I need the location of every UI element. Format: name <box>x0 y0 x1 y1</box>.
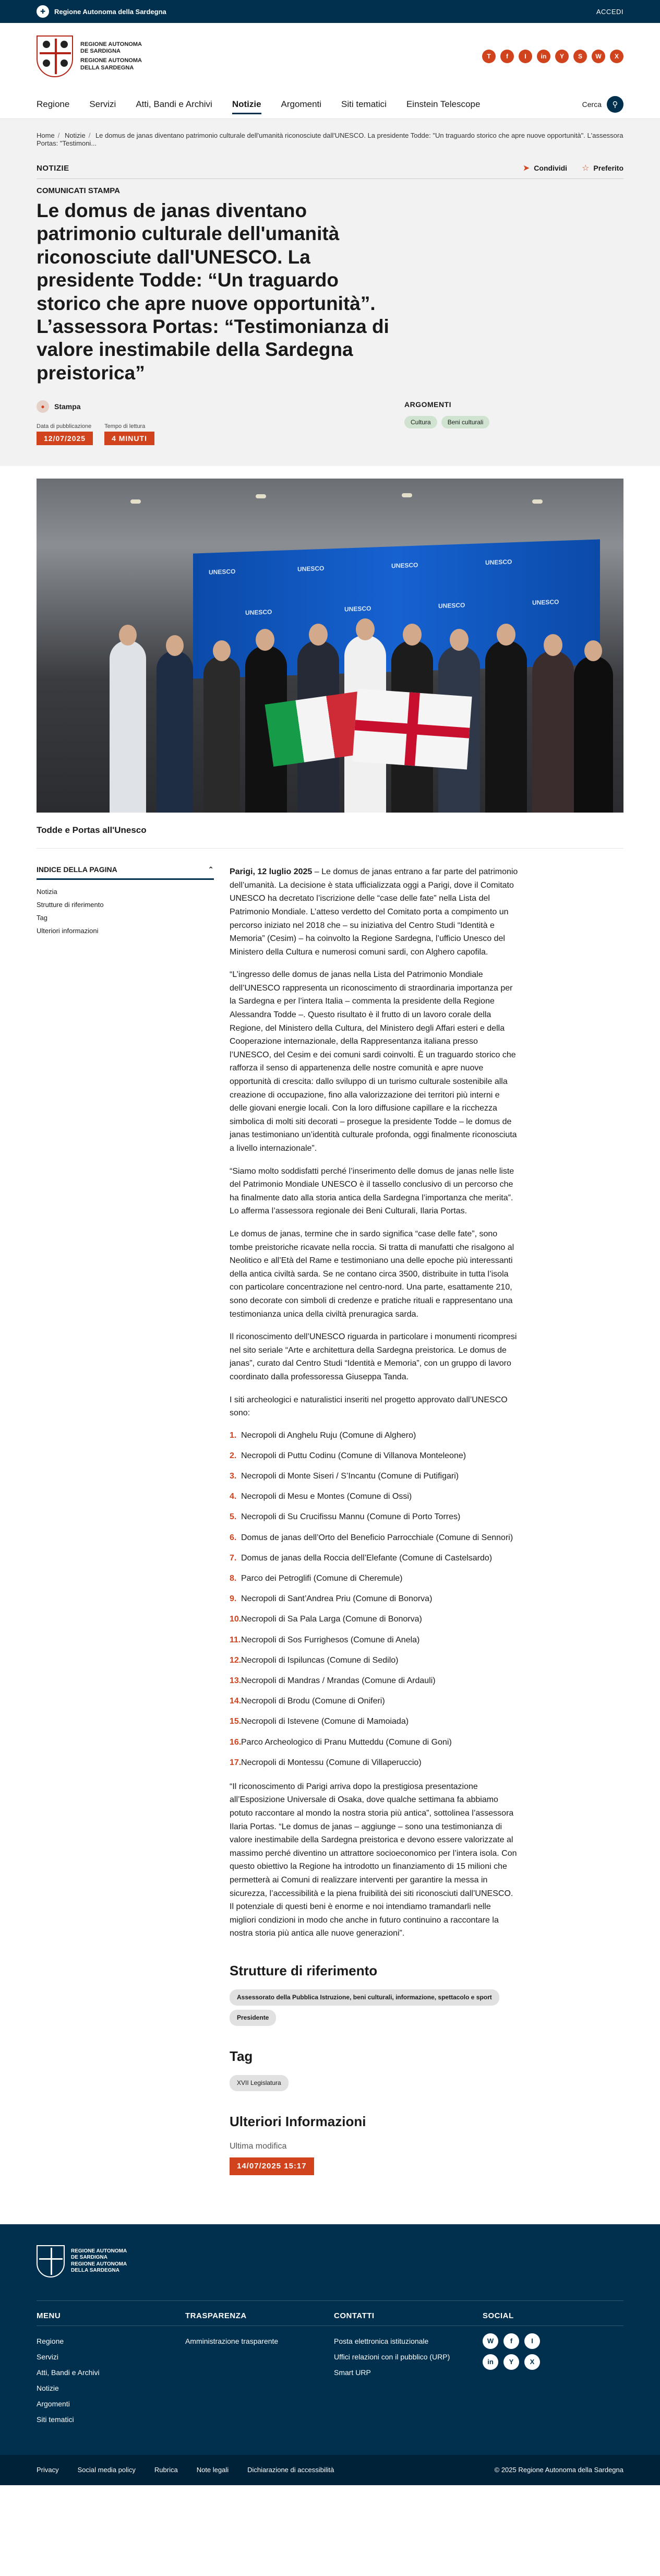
footer-link[interactable]: Uffici relazioni con il pubblico (URP) <box>334 2352 450 2361</box>
footer-link[interactable]: Siti tematici <box>37 2415 74 2424</box>
nav-item-argomenti[interactable]: Argomenti <box>281 99 322 109</box>
whatsapp-icon[interactable]: W <box>592 50 605 63</box>
whatsapp-icon[interactable]: W <box>483 2333 498 2349</box>
page-index-toggle[interactable] <box>37 865 214 879</box>
publication-date-label: Data di pubblicazione <box>37 423 92 430</box>
list-item: 9. Necropoli di Sant’Andrea Priu (Comune di Bonorva) <box>230 1594 433 1604</box>
chevron-up-icon: ⌃ <box>208 865 214 874</box>
article-paragraph: Il riconoscimento dell’UNESCO riguarda in particolare i monumenti ricompresi nel sito seriale “Arte e architettura della Sardegna preistorica. Le domus de janas”, curato dal Centro Studi “Identità e Memoria”, con un gruppo di lavoro coordinato dalla professoressa Giuseppa Tanda. <box>230 1332 517 1381</box>
italian-flag <box>265 691 367 767</box>
site-header <box>0 23 660 90</box>
linkedin-icon[interactable]: in <box>483 2354 498 2370</box>
last-modified-label: Ultima modifica <box>230 2142 287 2151</box>
list-item: 12. Necropoli di Ispiluncas (Comune di Sedilo) <box>230 1655 399 1665</box>
telegram-icon[interactable]: T <box>482 50 496 63</box>
topics <box>404 400 623 445</box>
list-item: 5. Necropoli di Su Crucifissu Mannu (Comune di Porto Torres) <box>230 1512 461 1522</box>
youtube-icon[interactable]: Y <box>503 2354 519 2370</box>
page-index <box>37 865 230 2175</box>
reading-time-label: Tempo di lettura <box>104 423 146 430</box>
list-item: 8. Parco dei Petroglifi (Comune di Cheremule) <box>230 1574 403 1583</box>
list-item: 11. Necropoli di Sos Furrighesos (Comune di Anela) <box>230 1635 420 1644</box>
sardinia-shield-icon <box>37 35 73 77</box>
strutture-list <box>230 1989 519 2026</box>
logo-line: DELLA SARDEGNA <box>71 2268 119 2274</box>
footer-social <box>483 2311 623 2427</box>
footer-menu <box>37 2311 185 2427</box>
footer-link[interactable]: Smart URP <box>334 2368 371 2377</box>
x-icon[interactable]: X <box>524 2354 540 2370</box>
region-logo-icon: ✚ <box>37 5 49 18</box>
article-paragraph: “Il riconoscimento di Parigi arriva dopo la prestigiosa presentazione all’Esposizione Universale di Osaka, dove qualche settimana fa abbiamo potuto raccontare al mondo la nostra storia più antica”, sottolinea l’assessora Ilaria Portas. “Le domus de janas – aggiunge – sono una testimonianza di valore inestimabile della Sardegna preistorica e devono essere valorizzate al massimo perché diventino un attrattore socioeconomico per l’intera isola. Con questo obiettivo la Regione ha introdotto un finanziamento di 15 milioni che permetterà ai Comuni di realizzare interventi per garantire la messa in sicurezza, l’accessibilità e la piena fruibilità dei siti riconosciuti dall’UNESCO. Il potenziale di questi beni è enorme e noi intendiamo tramandarli nelle migliori condizioni in modo che anche in futuro continuino a raccontare la nostra storia più antica alle nuove generazioni”. <box>230 1782 517 1938</box>
site-footer <box>0 2224 660 2485</box>
page-index-progress <box>37 878 214 880</box>
footer-link[interactable]: Notizie <box>37 2383 59 2392</box>
publication-date-value: 12/07/2025 <box>37 432 93 445</box>
article-photo <box>37 479 623 813</box>
list-item: 13. Necropoli di Mandras / Mrandas (Comune di Ardauli) <box>230 1676 436 1685</box>
struttura-chip[interactable]: Presidente <box>230 2010 276 2026</box>
star-icon: ☆ <box>582 164 590 173</box>
publication-date <box>37 423 93 445</box>
ulteriori-heading: Ulteriori Informazioni <box>230 2113 366 2129</box>
top-bar-brand[interactable] <box>37 5 166 18</box>
strutture-heading: Strutture di riferimento <box>230 1963 378 1978</box>
topic-chip[interactable]: Beni culturali <box>441 416 490 428</box>
article-body <box>0 849 660 2175</box>
footer-link[interactable]: Atti, Bandi e Archivi <box>37 2368 100 2377</box>
tag-heading: Tag <box>230 2048 253 2064</box>
author-name[interactable]: Stampa <box>54 402 81 411</box>
photo-caption: Todde e Portas all'Unesco <box>37 825 623 849</box>
logo-line: REGIONE AUTONOMA <box>80 57 142 64</box>
footer-link[interactable]: Argomenti <box>37 2399 70 2408</box>
logo-line: REGIONE AUTONOMA <box>71 2248 127 2254</box>
list-item: 16. Parco Archeologico di Pranu Mutteddu (Comune di Goni) <box>230 1737 452 1747</box>
logo-text <box>80 41 142 72</box>
article-paragraph: I siti archeologici e naturalistici inseriti nel progetto approvato dall’UNESCO sono: <box>230 1395 508 1418</box>
list-item: 4. Necropoli di Mesu e Montes (Comune di Ossi) <box>230 1492 412 1501</box>
main-nav <box>0 90 660 119</box>
page-index-item[interactable]: Notizia <box>37 888 57 896</box>
footer-bottom-link[interactable]: Dichiarazione di accessibilità <box>247 2466 334 2474</box>
article-hero <box>0 119 660 466</box>
breadcrumb-home[interactable]: Home <box>37 132 55 139</box>
list-item: 7. Domus de janas della Roccia dell’Elefante (Comune di Castelsardo) <box>230 1553 493 1563</box>
sites-list <box>230 1429 519 1769</box>
facebook-icon[interactable]: f <box>503 2333 519 2349</box>
footer-link[interactable]: Regione <box>37 2336 64 2345</box>
footer-trasparenza <box>185 2311 334 2427</box>
page-index-item[interactable]: Tag <box>37 914 47 922</box>
nav-item-siti-tematici[interactable]: Siti tematici <box>341 99 387 109</box>
x-icon[interactable]: X <box>610 50 623 63</box>
logo-line: DE SARDIGNA <box>80 48 121 55</box>
footer-menu-title: MENU <box>37 2311 185 2326</box>
article-paragraph: Le domus de janas, termine che in sardo significa “case delle fate”, sono tombe preistoriche ricavate nella roccia. Si tratta di manufatti che risalgono al Neolitico e all’Età del Rame e testimoniano una delle epoche più interessanti della antica civiltà sarda. Se ne contano circa 3500, distribuite in tutta l’isola con particolare concentrazione nel centro-nord. Una parte, esattamente 210, sono decorate con simboli di credenze e pratiche rituali e rappresentano una testimonianza unica della civiltà prenuragica sarda. <box>230 1229 514 1319</box>
facebook-icon[interactable]: f <box>500 50 514 63</box>
ulteriori-informazioni <box>230 2111 519 2175</box>
share-icon: ➤ <box>522 164 530 173</box>
article-paragraph-text: – Le domus de janas entrano a far parte del patrimonio dell’umanità. La decisione è stata ufficializzata oggi a Parigi, dove il Comitato UNESCO ha decretato l’iscrizione delle “case delle fate” nella Lista del Patrimonio Mondiale. L’atteso verdetto del Comitato porta a compimento un percorso iniziato nel 2018 che – su iniziativa del Centro Studi “Identità e Memoria” (Cesim) – ha coinvolto la Regione Sardegna, l’ufficio Unesco del Ministero della Cultura e numerosi comuni sardi, con Alghero capofila. <box>230 867 518 957</box>
footer-link[interactable]: Posta elettronica istituzionale <box>334 2336 429 2345</box>
breadcrumb: Home / Notizie / Le domus de janas diventano patrimonio culturale dell'umanità riconosciute dall'UNESCO. La presidente Todde: "Un traguardo storico che apre nuove opportunità". L'assessora Portas: "Testimoni... <box>37 132 623 147</box>
search-button[interactable] <box>582 96 623 113</box>
footer-contatti-title: CONTATTI <box>334 2311 483 2326</box>
reading-time-value: 4 MINUTI <box>104 432 154 445</box>
logo-line: REGIONE AUTONOMA <box>71 2261 127 2267</box>
article-paragraph: “L’ingresso delle domus de janas nella Lista del Patrimonio Mondiale dell’UNESCO rappresenta un riconoscimento di straordinaria importanza per la Sardegna e per l’intera Italia – commenta la presidente della Regione Alessandra Todde –. Questo risultato è il frutto di un lavoro corale della Regione, del Ministero della Cultura, del Ministero degli Affari esteri e della Cooperazione internazionale, della Rappresentanza italiana presso l’UNESCO, del Cesim e dei comuni sardi coinvolti. È un traguardo storico che rafforza il senso di appartenenza delle nostre comunità e apre nuove opportunità di crescita: dallo sviluppo di un turismo culturale sostenibile alla creazione di occupazione, fino alla valorizzazione dei territori più interni e delle giovani energie locali. Con la loro diffusione capillare e la ricchezza simbolica di molti siti decorati – prosegue la presidente Todde – le domus de janas testimoniano un’identità culturale profonda, oggi finalmente riconosciuta a livello internazionale”. <box>230 970 517 1153</box>
footer-bottom-link[interactable]: Social media policy <box>77 2466 136 2474</box>
breadcrumb-notizie[interactable]: Notizie <box>64 132 86 139</box>
reading-time <box>104 423 154 445</box>
logo-line: DELLA SARDEGNA <box>80 64 134 71</box>
logo-line: REGIONE AUTONOMA <box>80 41 142 47</box>
nav-item-notizie[interactable]: Notizie <box>232 99 261 114</box>
search-icon: ⚲ <box>607 96 623 113</box>
list-item: 10. Necropoli di Sa Pala Larga (Comune di Bonorva) <box>230 1615 422 1624</box>
page-title: Le domus de janas diventano patrimonio culturale dell'umanità riconosciute dall'UNESCO. La presidente Todde: “Un traguardo storico che apre nuove opportunità”. L’assessora Portas: “Testimonianza di valore inestimabile della Sardegna preistorica” <box>37 200 389 384</box>
list-item: 15. Necropoli di Istevene (Comune di Mamoiada) <box>230 1717 409 1726</box>
nav-item-einstein[interactable]: Einstein Telescope <box>406 99 481 109</box>
share-button[interactable] <box>523 163 567 173</box>
footer-bottom-link[interactable]: Privacy <box>37 2466 59 2474</box>
site-logo[interactable] <box>37 35 142 77</box>
list-item: 1. Necropoli di Anghelu Ruju (Comune di Alghero) <box>230 1430 416 1440</box>
instagram-icon[interactable]: I <box>524 2333 540 2349</box>
sardinia-shield-icon <box>37 2245 65 2277</box>
linkedin-icon[interactable]: in <box>537 50 550 63</box>
page-index-item[interactable]: Ulteriori informazioni <box>37 927 99 935</box>
list-item: 17. Necropoli di Montessu (Comune di Villaperuccio) <box>230 1758 422 1767</box>
page-index-item[interactable]: Strutture di riferimento <box>37 901 104 909</box>
list-item: 6. Domus de janas dell’Orto del Beneficio Parrocchiale (Comune di Sennori) <box>230 1533 513 1542</box>
list-item: 14. Necropoli di Brodu (Comune di Oniferi) <box>230 1697 385 1706</box>
tag-chip[interactable]: XVII Legislatura <box>230 2075 289 2091</box>
sardinian-flag <box>352 689 472 770</box>
page-index-title: INDICE DELLA PAGINA <box>37 865 117 874</box>
footer-contatti <box>334 2311 483 2427</box>
article-text <box>230 865 519 2175</box>
nav-item-atti[interactable]: Atti, Bandi e Archivi <box>136 99 212 109</box>
list-item: 3. Necropoli di Monte Siseri / S’Incantu (Comune di Putifigari) <box>230 1472 459 1481</box>
footer-bottom <box>0 2455 660 2485</box>
section-label: NOTIZIE <box>37 163 69 173</box>
header-socials <box>482 50 623 63</box>
favorite-button[interactable] <box>582 163 623 173</box>
footer-social-title: SOCIAL <box>483 2311 623 2326</box>
footer-link[interactable]: Servizi <box>37 2352 59 2361</box>
footer-link[interactable]: Amministrazione trasparente <box>185 2336 279 2345</box>
tag-list <box>230 2075 519 2091</box>
topics-label: ARGOMENTI <box>404 400 452 409</box>
footer-bottom-link[interactable]: Rubrica <box>154 2466 178 2474</box>
topic-chip[interactable]: Cultura <box>404 416 437 428</box>
top-bar <box>0 0 660 23</box>
footer-bottom-link[interactable]: Note legali <box>196 2466 229 2474</box>
top-bar-brand-label: Regione Autonoma della Sardegna <box>54 7 166 16</box>
article-category: COMUNICATI STAMPA <box>37 186 120 195</box>
article-paragraph: “Siamo molto soddisfatti perché l’inserimento delle domus de janas nelle liste del Patrimonio Mondiale UNESCO è il tassello conclusivo di un percorso che ha finalmente dato alla storia antica della Sardegna l’importanza che merita”. Lo afferma l’assessora regionale dei Beni Culturali, Ilaria Portas. <box>230 1166 514 1216</box>
nav-item-regione[interactable]: Regione <box>37 99 70 109</box>
copyright: © 2025 Regione Autonoma della Sardegna <box>494 2466 623 2474</box>
unesco-backdrop: UNESCO UNESCO UNESCO UNESCO UNESCO UNESCO UNESCO UNESCO <box>193 540 600 679</box>
footer-trasparenza-title: TRASPARENZA <box>185 2311 334 2326</box>
footer-logo-text <box>71 2248 127 2274</box>
instagram-icon[interactable]: I <box>519 50 532 63</box>
favorite-label: Preferito <box>593 164 623 172</box>
article-paragraph <box>230 865 519 959</box>
youtube-icon[interactable]: Y <box>555 50 569 63</box>
login-link[interactable]: ACCEDI <box>596 7 623 16</box>
article-dateline: Parigi, 12 luglio 2025 <box>230 867 313 877</box>
share-label: Condividi <box>534 164 568 172</box>
author-avatar-icon: ● <box>37 400 49 413</box>
logo-line: DE SARDIGNA <box>71 2255 108 2261</box>
breadcrumb-current: Le domus de janas diventano patrimonio culturale dell'umanità riconosciute dall'UNESCO. La presidente Todde: "Un traguardo storico che apre nuove opportunità". L'assessora Portas: "Testimoni... <box>37 132 623 147</box>
spotify-icon[interactable]: S <box>573 50 587 63</box>
struttura-chip[interactable]: Assessorato della Pubblica Istruzione, beni culturali, informazione, spettacolo e sport <box>230 1989 499 2006</box>
search-label: Cerca <box>582 100 602 109</box>
footer-logo[interactable] <box>37 2245 623 2277</box>
nav-item-servizi[interactable]: Servizi <box>89 99 116 109</box>
last-modified-value: 14/07/2025 15:17 <box>230 2157 314 2175</box>
list-item: 2. Necropoli di Puttu Codinu (Comune di Villanova Monteleone) <box>230 1451 466 1460</box>
